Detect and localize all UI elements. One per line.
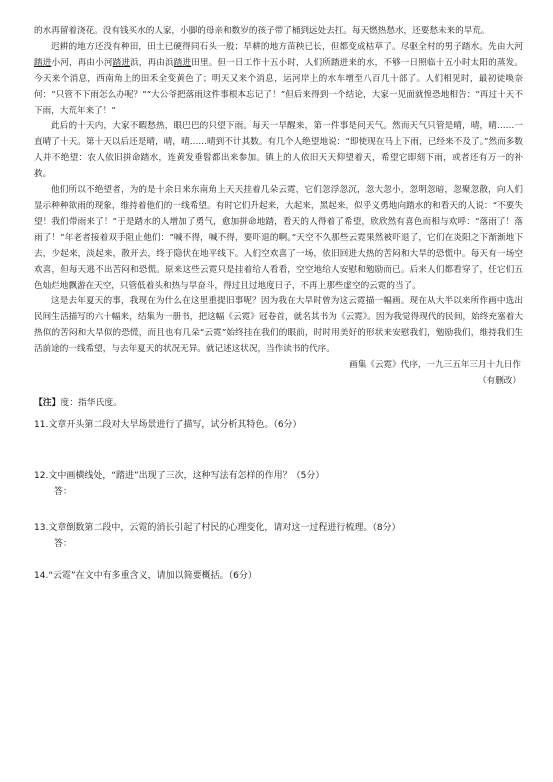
question-text: “云霓”在文中有多重含义，请加以简要概括。（6分） — [48, 570, 257, 581]
question-number: 13. — [34, 522, 49, 533]
essay-paragraph-4: 这是去年夏天的事，我现在为什么在这里重提旧事呢？因为我在大旱时曾为这云霓描一幅画。现在从大半以来所作画中选出民间生活描写的六十幅来，结集为一册书，把这幅《云霓》冠卷首，就名其书为《云霓》。因为我觉得现代的民间，始终充塞着大热似的苦闷和大旱似的恐慌，而且也有几朵“云霓”始终挂在我们的眼前，时时用美好的形状来安慰我们，勉励我们，维持我们生活前途的一线希望，与去年夏天的状况无异。就记述这状况，当作读书的代序。 — [34, 296, 523, 355]
essay-paragraph-1: 迟耕的地方还没有种田，田土已硬得同石头一般；早耕的地方苗秧已长，但都变成枯草了。尽驱全村的男子踏水。先由大河踏进小河，再由小河踏进浜，再由浜踏进田里。但一日工作十五小时，人们所踏进来的水，不够一日照临十五小时太阳的蒸发。今天来个消息，西南角上的田禾全变黄色了；明天又来个消息，运河岸上的水车增至八百几十部了。人们相见时，最初徒唤奈何：“只管不下雨怎么办呢？”“大公爷把落雨这件事根本忘记了！”但后来得到一个结论，大家一见面就惶恐地相告：“再过十天不下雨，大荒年来了！” — [34, 41, 523, 116]
essay-edited-note: （有删改） — [478, 375, 521, 386]
essay-paragraph-2: 此后的十天内，大家不暇愁热，眼巴巴的只望下雨。每天一早醒来，第一件事是问天气。然而天气只管是晴，晴，晴……一直晴了十天。第十天以后还是晴，晴，晴……晴到不计其数。有几个人绝望地说：“即使现在马上下雨，已经来不及了。”然而多数人并不绝望：农人依旧拼命踏水，连黄发垂髫都出来参加。镇上的人依旧天天仰望着天，希望它即刻下雨，或者还有万一的补救。 — [34, 121, 523, 180]
essay-signature: 画集《云霓》代序，一九三五年三月十九日作 — [349, 360, 521, 371]
answer-prompt: 答： — [54, 486, 73, 497]
footnote-label: 【注】 — [34, 397, 61, 408]
question-12 — [34, 468, 523, 500]
question-number: 14. — [34, 570, 49, 581]
footnote-text: 度：指华氏度。 — [60, 397, 122, 408]
question-number: 11. — [34, 419, 49, 430]
question-13 — [34, 520, 523, 552]
question-text: 文中画横线处，“踏进”出现了三次，这种写法有怎样的作用？（5分） — [48, 470, 325, 481]
question-11 — [34, 417, 523, 433]
essay-paragraph-0: 的水再留着浇花。没有钱买水的人家，小脚的母亲和数岁的孩子带了桶到远处去扛。每天燃热愁水，还要愁未来的旱荒。 — [34, 26, 490, 36]
footnote — [34, 396, 523, 411]
question-text: 文章倒数第二段中，云霓的消长引起了村民的心理变化，请对这一过程进行梳理。（8分） — [48, 522, 401, 533]
question-number: 12. — [34, 470, 49, 481]
answer-prompt: 答： — [54, 538, 73, 549]
question-text: 文章开头第二段对大旱场景进行了描写，试分析其特色。（6分） — [48, 419, 302, 430]
question-14 — [34, 568, 523, 584]
essay-paragraph-3: 他们所以不绝望者，为的是十余日来东南角上天天挂着几朵云霓，它们忽浮忽沉，忽大忽小，忽明忽暗，忽聚忽散，向人们显示种种欲雨的现象，维持着他们的一线希望。有时它们升起来，大起来，黑起来，似乎义勇地向踏水的和看天的人说：“不要失望！我们带雨来了！”于是踏水的人增加了勇气，愈加拼命地踏，看天的人得着了希望，欣欣然有喜色而相与欢呼：“落雨了！落雨了！”年老者接着双手阻止他们：“喊不得，喊不得，要吓退的啊。”天空不久那些云霓果然被吓退了，它们在炎阳之下渐渐地下去，少起来，淡起来，散开去，终于隐伏在地平线下。人们空欢喜了一场，依旧回进大热的苦闷和大旱的恐慌中。每天有一场空欢喜，但每天逃不出苦闷和恐慌。原来这些云霓只是挂着给人看看，空空地给人安慰和勉励而已。后来人们都看穿了，任它们五色灿烂地飘游在天空，只管低着头和热与旱奋斗，得过且过地度日子，不再上那些虚空的云霓的当了。 — [34, 185, 523, 291]
